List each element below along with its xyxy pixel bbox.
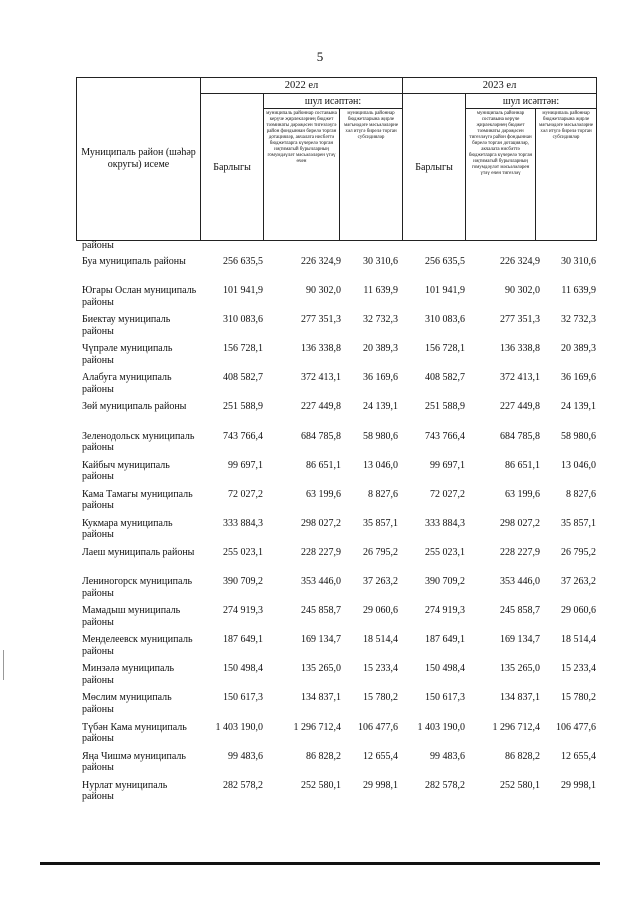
subsidy-b-2023: 36 169,6 bbox=[561, 372, 596, 384]
total-2022: 282 578,2 bbox=[223, 779, 263, 791]
subsidy-a-2023: 228 227,9 bbox=[500, 546, 540, 558]
table-row bbox=[76, 719, 596, 748]
subsidy-a-2022: 298 027,2 bbox=[301, 517, 341, 529]
subsidy-a-2022: 169 134,7 bbox=[301, 634, 341, 646]
subsidy-b-2022: 29 060,6 bbox=[363, 605, 398, 617]
subsidy-a-2022: 228 227,9 bbox=[301, 546, 341, 558]
subsidy-b-2023: 18 514,4 bbox=[561, 634, 596, 646]
table-row bbox=[76, 340, 596, 369]
scan-edge-mark bbox=[3, 650, 4, 680]
subsidy-b-2023: 20 389,3 bbox=[561, 343, 596, 355]
total-2023: 390 709,2 bbox=[425, 576, 465, 588]
total-2023: 333 884,3 bbox=[425, 517, 465, 529]
subsidy-b-2022: 8 827,6 bbox=[368, 488, 398, 500]
subsidy-a-2023: 1 296 712,4 bbox=[492, 721, 540, 733]
district-name: Кукмара муниципаль районы bbox=[82, 517, 173, 541]
subsidy-b-2022: 30 310,6 bbox=[363, 256, 398, 267]
subsidy-a-2022-header: муниципаль районнар составына керүче җирлекләрнең бюджет тәэминаты дәрәҗәсен тигезләүгә район фондыннан бирелә торган дотацияләр, акчалата нисбәттә бюджетларга күчерелә торган иҗтимагый бурычларның гомумдәүләт мәсьәләләрен үтәү өчен bbox=[264, 109, 340, 241]
table-row bbox=[76, 777, 596, 806]
subsidy-a-2022: 226 324,9 bbox=[301, 256, 341, 267]
subsidy-a-2023: 136 338,8 bbox=[500, 343, 540, 355]
subsidy-a-2023: 63 199,6 bbox=[505, 488, 540, 500]
subsidy-a-2023: 372 413,1 bbox=[500, 372, 540, 384]
subsidy-b-2023: 13 046,0 bbox=[561, 459, 596, 471]
subsidy-a-2023: 86 828,2 bbox=[505, 750, 540, 762]
subsidy-b-2023: 26 795,2 bbox=[561, 546, 596, 558]
subsidy-b-2022: 36 169,6 bbox=[363, 372, 398, 384]
total-2022: 310 083,6 bbox=[223, 314, 263, 326]
total-2023: 187 649,1 bbox=[425, 634, 465, 646]
district-name: Нурлат муниципаль районы bbox=[82, 779, 168, 803]
subsidy-b-2022: 12 655,4 bbox=[363, 750, 398, 762]
total-2023: 99 483,6 bbox=[430, 750, 465, 762]
subsidy-b-2023: 15 780,2 bbox=[561, 692, 596, 704]
subsidy-b-2023: 24 139,1 bbox=[561, 401, 596, 413]
table-row bbox=[76, 398, 596, 427]
total-2023: 99 697,1 bbox=[430, 459, 465, 471]
subsidy-b-2023: 58 980,6 bbox=[561, 430, 596, 442]
district-name: Зеленодольск муниципаль районы bbox=[82, 430, 195, 454]
subsidy-a-2023: 277 351,3 bbox=[500, 314, 540, 326]
subsidy-b-2023: 32 732,3 bbox=[561, 314, 596, 326]
subsidy-a-2023: 169 134,7 bbox=[500, 634, 540, 646]
total-2022: 101 941,9 bbox=[223, 285, 263, 297]
total-2023: 1 403 190,0 bbox=[417, 721, 465, 733]
total-2022: 333 884,3 bbox=[223, 517, 263, 529]
total-2022: 743 766,4 bbox=[223, 430, 263, 442]
subsidy-b-2022: 11 639,9 bbox=[363, 285, 398, 297]
district-name: Менделеевск муниципаль районы bbox=[82, 634, 193, 657]
subsidy-a-2022: 277 351,3 bbox=[301, 314, 341, 326]
subsidy-a-2022: 1 296 712,4 bbox=[293, 721, 341, 733]
subsidy-b-2023: 106 477,6 bbox=[556, 721, 596, 733]
subsidy-a-2022: 136 338,8 bbox=[301, 343, 341, 355]
table-row bbox=[76, 311, 596, 340]
total-2022: 150 498,4 bbox=[223, 663, 263, 675]
subsidy-a-2022: 252 580,1 bbox=[301, 779, 341, 791]
total-2023: 255 023,1 bbox=[425, 546, 465, 558]
subsidy-a-2022: 372 413,1 bbox=[301, 372, 341, 384]
table-row bbox=[76, 573, 596, 602]
subsidy-a-2023: 135 265,0 bbox=[500, 663, 540, 675]
subsidy-b-2022: 15 233,4 bbox=[363, 663, 398, 675]
total-2023: 251 588,9 bbox=[425, 401, 465, 413]
table-row bbox=[76, 660, 596, 689]
district-name: Минзәлә муниципаль районы bbox=[82, 663, 175, 686]
subsidy-a-2022: 353 446,0 bbox=[301, 576, 341, 588]
total-2022: 274 919,3 bbox=[223, 605, 263, 617]
subsidy-a-2022: 86 651,1 bbox=[306, 459, 341, 471]
subsidy-b-2022: 15 780,2 bbox=[363, 692, 398, 704]
total-2022-header: Барлыгы bbox=[201, 94, 264, 241]
total-2023: 282 578,2 bbox=[425, 779, 465, 791]
subsidy-a-2023: 684 785,8 bbox=[500, 430, 540, 442]
table-row bbox=[76, 428, 596, 457]
subsidy-b-2023: 8 827,6 bbox=[566, 488, 596, 500]
district-name: Мамадыш муниципаль районы bbox=[82, 605, 181, 628]
total-2023: 743 766,4 bbox=[425, 430, 465, 442]
table-row bbox=[76, 602, 596, 631]
total-2022: 72 027,2 bbox=[228, 488, 263, 500]
total-2023: 101 941,9 bbox=[425, 285, 465, 297]
page-number: 5 bbox=[316, 49, 324, 64]
district-name: Биектау муниципаль районы bbox=[82, 314, 171, 337]
total-2022: 256 635,5 bbox=[223, 256, 263, 267]
total-2023: 156 728,1 bbox=[425, 343, 465, 355]
total-2022: 251 588,9 bbox=[223, 401, 263, 413]
total-2023-header: Барлыгы bbox=[403, 94, 466, 241]
table-row bbox=[76, 282, 596, 311]
total-2022: 390 709,2 bbox=[223, 576, 263, 588]
district-name: Кайбыч муниципаль районы bbox=[82, 459, 170, 483]
subsidy-a-2023: 353 446,0 bbox=[500, 576, 540, 588]
subsidy-b-2022: 58 980,6 bbox=[363, 430, 398, 442]
partial-row-text: районы bbox=[82, 240, 114, 251]
table-row bbox=[76, 631, 596, 660]
subsidy-a-2023: 298 027,2 bbox=[500, 517, 540, 529]
subsidy-a-2023: 245 858,7 bbox=[500, 605, 540, 617]
subsidy-b-2023-header: муниципаль районнар бюджетларына җирле мәгънәдәге мәсьәләләрне хәл итүгә бирелә торган субсидияләр bbox=[536, 109, 597, 241]
table-row bbox=[76, 515, 596, 544]
subsidy-a-2023: 86 651,1 bbox=[505, 459, 540, 471]
total-2022: 187 649,1 bbox=[223, 634, 263, 646]
district-name: Зөй муниципаль районы bbox=[82, 401, 187, 413]
total-2022: 156 728,1 bbox=[223, 343, 263, 355]
subsidy-b-2023: 35 857,1 bbox=[561, 517, 596, 529]
subsidy-b-2022: 37 263,2 bbox=[363, 576, 398, 588]
including-2022-header: шул исәптән: bbox=[264, 94, 403, 109]
subsidy-a-2023: 252 580,1 bbox=[500, 779, 540, 791]
table-row bbox=[76, 457, 596, 486]
total-2023: 72 027,2 bbox=[430, 488, 465, 500]
table-row bbox=[76, 253, 596, 282]
year-2022-header: 2022 ел bbox=[201, 78, 403, 94]
district-name: Югары Ослан муниципаль районы bbox=[82, 285, 197, 308]
total-2022: 150 617,3 bbox=[223, 692, 263, 704]
subsidy-a-2023-header: муниципаль районнар составына керүче җирлекләрнең бюджет тәэминаты дәрәҗәсен тигезләүгә район фондыннан бирелә торган дотацияләр, акчалата нисбәттә бюджетларга күчерелә торган иҗтимагый бурычларның гомумдәүләт мәсьәләләрен үтәү өчен тигезләү bbox=[466, 109, 536, 241]
district-name: Яңа Чишмә муниципаль районы bbox=[82, 750, 186, 774]
subsidy-b-2022: 13 046,0 bbox=[363, 459, 398, 471]
table-header bbox=[76, 77, 597, 241]
subsidy-b-2023: 11 639,9 bbox=[561, 285, 596, 297]
subsidy-b-2022: 29 998,1 bbox=[363, 779, 398, 791]
total-2022: 99 697,1 bbox=[228, 459, 263, 471]
table-row bbox=[76, 486, 596, 515]
including-2023-header: шул исәптән: bbox=[466, 94, 597, 109]
subsidy-b-2022: 24 139,1 bbox=[363, 401, 398, 413]
subsidy-b-2023: 29 060,6 bbox=[561, 605, 596, 617]
district-name: Кама Тамагы муниципаль районы bbox=[82, 488, 193, 512]
subsidy-a-2022: 134 837,1 bbox=[301, 692, 341, 704]
table-row bbox=[76, 689, 596, 718]
subsidy-b-2023: 15 233,4 bbox=[561, 663, 596, 675]
subsidy-a-2022: 90 302,0 bbox=[306, 285, 341, 297]
total-2023: 408 582,7 bbox=[425, 372, 465, 384]
district-name: Лениногорск муниципаль районы bbox=[82, 576, 193, 599]
table-body bbox=[76, 253, 596, 806]
subsidy-a-2022: 86 828,2 bbox=[306, 750, 341, 762]
subsidy-b-2022: 26 795,2 bbox=[363, 546, 398, 558]
subsidy-b-2023: 30 310,6 bbox=[561, 256, 596, 267]
district-name: Мөслим муниципаль районы bbox=[82, 692, 172, 715]
subsidy-b-2022: 35 857,1 bbox=[363, 517, 398, 529]
subsidy-a-2023: 90 302,0 bbox=[505, 285, 540, 297]
scan-bottom-bar bbox=[40, 862, 600, 865]
total-2023: 256 635,5 bbox=[425, 256, 465, 267]
total-2023: 310 083,6 bbox=[425, 314, 465, 326]
subsidy-a-2023: 227 449,8 bbox=[500, 401, 540, 413]
district-name: Лаеш муниципаль районы bbox=[82, 546, 195, 558]
subsidy-b-2022: 106 477,6 bbox=[358, 721, 398, 733]
subsidy-b-2022: 32 732,3 bbox=[363, 314, 398, 326]
total-2022: 255 023,1 bbox=[223, 546, 263, 558]
district-name: Алабуга муниципаль районы bbox=[82, 372, 172, 395]
total-2023: 274 919,3 bbox=[425, 605, 465, 617]
district-name: Чүпрәле муниципаль районы bbox=[82, 343, 173, 366]
year-2023-header: 2023 ел bbox=[403, 78, 597, 94]
subsidy-a-2022: 63 199,6 bbox=[306, 488, 341, 500]
table-row bbox=[76, 369, 596, 398]
subsidy-a-2022: 684 785,8 bbox=[301, 430, 341, 442]
subsidy-b-2022: 20 389,3 bbox=[363, 343, 398, 355]
total-2022: 1 403 190,0 bbox=[215, 721, 263, 733]
subsidy-b-2023: 12 655,4 bbox=[561, 750, 596, 762]
total-2023: 150 617,3 bbox=[425, 692, 465, 704]
table-row bbox=[76, 544, 596, 573]
district-name: Буа муниципаль районы bbox=[82, 256, 186, 267]
subsidy-a-2023: 134 837,1 bbox=[500, 692, 540, 704]
subsidy-b-2022-header: муниципаль районнар бюджетларына җирле мәгънәдәге мәсьәләләрне хәл итүгә бирелә торган субсидияләр bbox=[340, 109, 403, 241]
district-column-header: Муниципаль район (шәһәр округы) исеме bbox=[77, 78, 201, 241]
total-2023: 150 498,4 bbox=[425, 663, 465, 675]
table-row bbox=[76, 748, 596, 777]
total-2022: 408 582,7 bbox=[223, 372, 263, 384]
district-name: Түбән Кама муниципаль районы bbox=[82, 721, 187, 744]
subsidy-a-2022: 245 858,7 bbox=[301, 605, 341, 617]
subsidy-b-2022: 18 514,4 bbox=[363, 634, 398, 646]
subsidy-a-2022: 135 265,0 bbox=[301, 663, 341, 675]
total-2022: 99 483,6 bbox=[228, 750, 263, 762]
subsidy-a-2023: 226 324,9 bbox=[500, 256, 540, 267]
subsidy-a-2022: 227 449,8 bbox=[301, 401, 341, 413]
subsidy-b-2023: 37 263,2 bbox=[561, 576, 596, 588]
subsidy-b-2023: 29 998,1 bbox=[561, 779, 596, 791]
